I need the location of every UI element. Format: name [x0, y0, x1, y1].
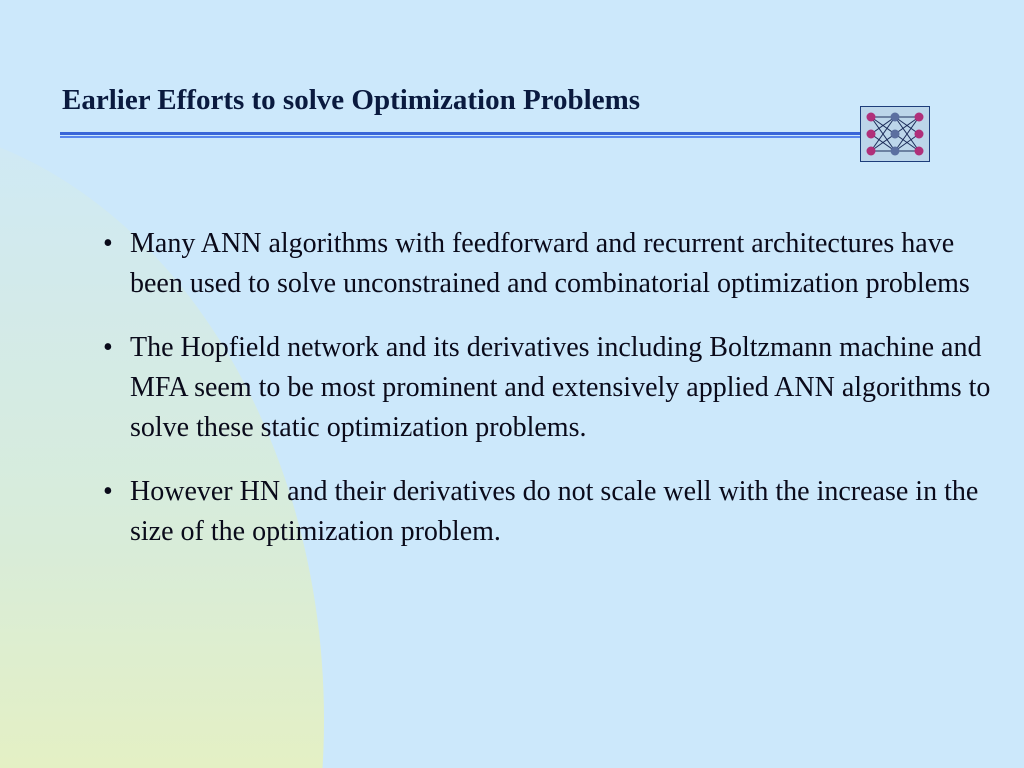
title-underline-top [60, 132, 860, 135]
title-underline-bottom [60, 136, 860, 138]
bullet-text: However HN and their derivatives do not scale well with the increase in the size of the optimization problem. [130, 476, 979, 547]
neural-network-graphic [861, 107, 929, 161]
network-nodes [867, 113, 924, 156]
bullet-dot: • [103, 228, 113, 259]
bullet-item [103, 472, 993, 552]
slide-title: Earlier Efforts to solve Optimization Problems [62, 84, 641, 116]
neural-network-icon [860, 106, 930, 162]
bullet-dot: • [103, 476, 113, 507]
title-underline [60, 132, 860, 139]
bullet-item [103, 224, 993, 304]
bullet-item [103, 328, 993, 448]
bullet-text: The Hopfield network and its derivatives including Boltzmann machine and MFA seem to be most prominent and extensively applied ANN algorithms to solve these static optimization problems. [130, 332, 991, 443]
bullet-text: Many ANN algorithms with feedforward and recurrent architectures have been used to solve unconstrained and combinatorial optimization problems [130, 228, 970, 299]
bullet-dot: • [103, 332, 113, 363]
bullet-list [103, 224, 993, 576]
